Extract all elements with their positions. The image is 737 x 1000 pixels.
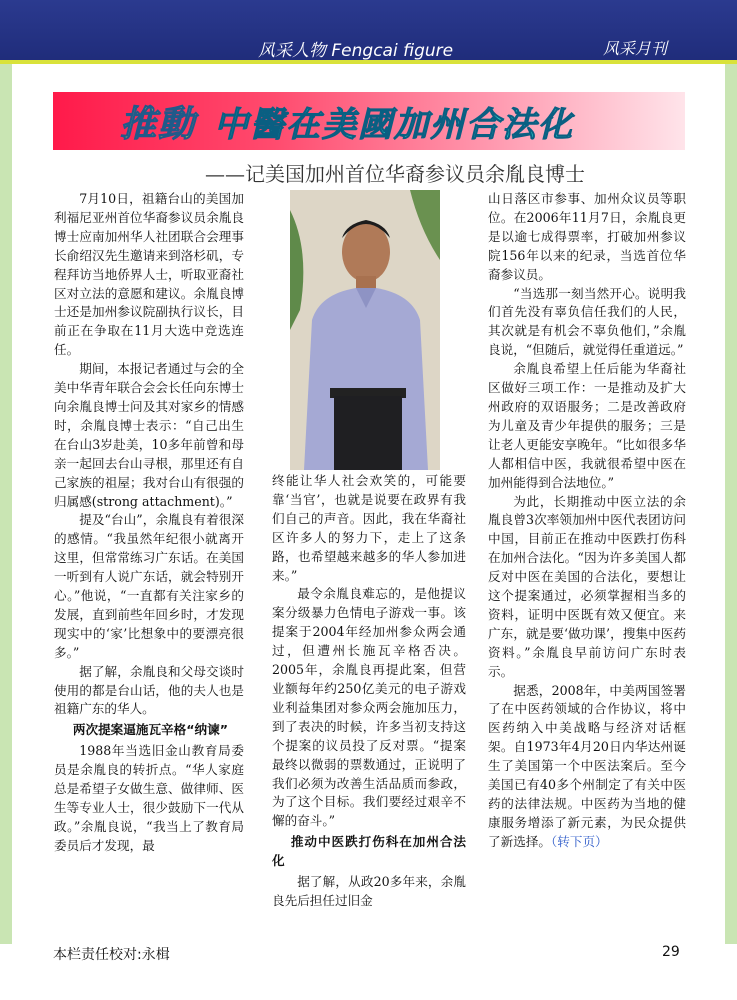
magazine-name: 风采月刊 (603, 39, 668, 58)
paragraph: “当选那一刻当然开心。说明我们首先没有辜负信任我们的人民，其次就是有机会不辜负他们，”余胤良说，“但随后，就觉得任重道远。” (488, 285, 686, 358)
paragraph: 据了解，从政20多年来，余胤良先后担任过旧金 (272, 874, 466, 908)
page-number: 29 (662, 944, 680, 960)
subtitle: ——记美国加州首位华裔参议员余胤良博士 (205, 162, 585, 186)
column-3 (488, 190, 686, 852)
paragraph: 山日落区市参事、加州众议员等职位。在2006年11月7日，余胤良更是以逾七成得票率，打破加州参议院156年以来的纪录，当选首位华裔参议员。 (488, 191, 686, 282)
continued-note: （转下页） (550, 833, 608, 849)
paragraph: 最令余胤良难忘的，是他提议案分级暴力色情电子游戏一事。该提案于2004年经加州参众两会通过，但遭州长施瓦辛格否决。2005年，余胤良再提此案，但营业额每年约250亿美元的电子游戏业利益集团对参众两会施加压力，到了表决的时候，许多当初支持这个提案的议员投了反对票。“提案最终以微弱的票数通过，正说明了我们必须为改善生活品质而参政，为了这个目标。我们要经过艰辛不懈的奋斗。” (272, 586, 466, 829)
footer-editor: 本栏责任校对:永楫 (53, 947, 170, 963)
paragraph: 据悉，2008年，中美两国签署了在中医药领域的合作协议，将中医药纳入中美战略与经济对话框架。自1973年4月20日内华达州诞生了美国第一个中医法案后。至今美国已有40多个州制定了有关中医药的法律法规。中医药为当地的健康服务增添了新元素，为民众提供了新选择。（转下页） (488, 682, 686, 849)
section-heading: 推动中医跌打伤科在加州合法化 (272, 834, 466, 869)
column-1 (54, 190, 244, 856)
right-margin-strip (725, 64, 737, 944)
paragraph: 期间，本报记者通过与会的全美中华青年联合会会长任向东博士向余胤良博士问及其对家乡的情感时，余胤良博士表示：“自己出生在台山3岁赴美，10多年前曾和母亲一起回去台山寻根，那里还有自己家族的祖屋；我对台山有很强的归属感(strong attachment)。” (54, 361, 244, 509)
section-heading: 两次提案逼施瓦辛格“纳谏” (72, 722, 228, 738)
paragraph: 7月10日，祖籍台山的美国加利福尼亚州首位华裔参议员余胤良博士应南加州华人社团联合会理事长俞绍汉先生邀请来到洛杉矶，专程拜访当地侨界人士，听取亚裔社区对立法的意愿和建议。余胤良博士还是加州参议院副执行议长，目前正在争取在11月大选中竞选连任。 (54, 191, 244, 358)
headline (120, 96, 574, 147)
paragraph: 终能让华人社会欢笑的，可能要靠‘当官’，也就是说要在政界有我们自己的声音。因此，我在华裔社区许多人的努力下，走上了这条路，也希望越来越多的华人参加进来。” (272, 473, 466, 583)
headline-part1: 推動 (120, 104, 197, 145)
paragraph: 1988年当选旧金山教育局委员是余胤良的转折点。“华人家庭总是希望子女做生意、做律师、医生等专业人士，很少鼓励下一代从政。”余胤良说，“我当上了教育局委员后才发现，最 (54, 743, 244, 853)
portrait-photo (290, 190, 440, 470)
left-margin-strip (0, 64, 12, 944)
paragraph: 据了解，余胤良和父母交谈时使用的都是台山话，他的夫人也是祖籍广东的华人。 (54, 663, 244, 717)
section-label: 风采人物 Fengcai figure (258, 41, 454, 61)
column-2 (272, 472, 466, 911)
portrait-illustration (290, 190, 440, 470)
paragraph: 为此，长期推动中医立法的余胤良曾3次率领加州中医代表团访问中国，目前正在推动中医跌打伤科在加州合法化。“因为许多美国人都反对中医在美国的合法化，要想让这个提案通过，必须掌握相当多的资料，证明中医既有效又便宜。来广东，就是要‘做功课’，搜集中医药资料。”余胤良早前访问广东时表示。 (488, 493, 686, 679)
paragraph: 提及“台山”，余胤良有着很深的感情。“我虽然年纪很小就离开这里，但常常练习广东话。在美国一听到有人说广东话，就会特别开心。”他说，“一直都有关注家乡的发展，直到前些年回乡时，才发现现实中的‘家’比想象中的要漂亮很多。” (54, 512, 244, 660)
headline-part2: 中醫在美國加州合法化 (214, 105, 575, 145)
paragraph: 余胤良希望上任后能为华裔社区做好三项工作：一是推动及扩大州政府的双语服务；二是改善政府为儿童及青少年提供的服务；三是让老人更能安享晚年。“比如很多华人都相信中医，我就很希望中医在加州能得到合法地位。” (488, 361, 686, 490)
